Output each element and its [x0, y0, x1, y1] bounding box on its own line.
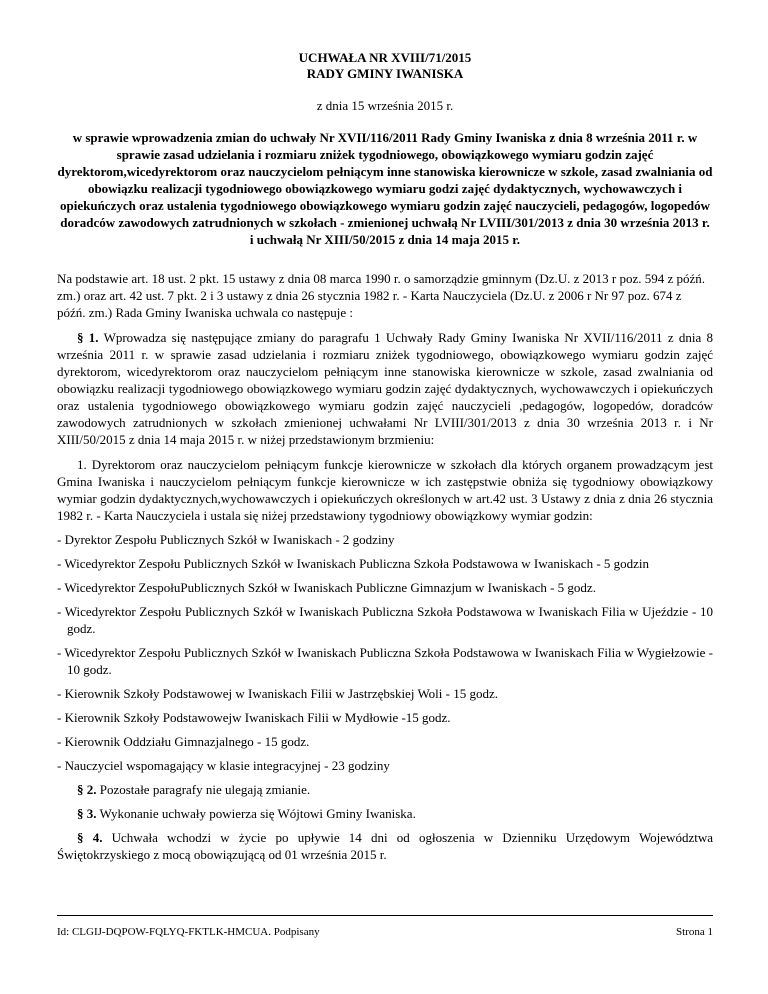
paragraph-4-text: Uchwała wchodzi w życie po upływie 14 dni od ogłoszenia w Dzienniku Urzędowym Województwa Świętokrzyskiego z mocą obowiązującą od 01 września 2015 r.	[57, 830, 713, 862]
paragraph-3-text: Wykonanie uchwały powierza się Wójtowi Gminy Iwaniska.	[96, 806, 416, 821]
title-line-2: RADY GMINY IWANISKA	[306, 66, 464, 81]
paragraph-4	[57, 829, 713, 863]
footer-divider	[57, 915, 713, 916]
paragraph-3	[57, 805, 713, 822]
document-subject: w sprawie wprowadzenia zmian do uchwały Nr XVII/116/2011 Rady Gminy Iwaniska z dnia 8 września 2011 r. w sprawie zasad udzielania i rozmiaru zniżek tygodniowego, obowiązkowego wymiaru godzin zajęć dyrektorom,wicedyrektorom oraz nauczycielom pełniącym inne stanowiska kierownicze w szkole, zasad zwalniania od obowiązku realizacji tygodniowego obowiązkowego wymiaru godzi zajęć dydaktycznych, wychowawczych i opiekuńczych oraz ustalenia tygodniowego obowiązkowego wymiaru godzin zajęć nauczycieli, pedagogów, logopedów doradców zawodowych zatrudnionych w szkołach - zmienionej uchwałą Nr LVIII/301/2013 z dnia 30 września 2013 r. i uchwałą Nr XIII/50/2015 z dnia 14 maja 2015 r.	[57, 130, 713, 247]
paragraph-1-text: Wprowadza się następujące zmiany do paragrafu 1 Uchwały Rady Gminy Iwaniska Nr XVII/116/2011 z dnia 8 września 2011 r. w sprawie zasad udzielania i rozmiaru zniżek tygodniowego, obowiązkowego wymiaru godzin zajęć dyrektorom, wicedyrektorom oraz nauczycielom pełniącym inne stanowiska kierownicze w szkole, zasad zwalniania od obowiązku realizacji tygodniowego obowiązkowego wymiaru godzin zajęć dydaktycznych, wychowawczych i opiekuńczych oraz ustalenia tygodniowego obowiązkowego wymiaru godzin zajęć nauczycieli ,pedagogów, logopedów, doradców zawodowych zatrudnionych w szkołach zmienionej uchwałami Nr LVIII/301/2013 z dnia 30 września 2013 r. i Nr XIII/50/2015 z dnia 14 maja 2015 r. w niżej przedstawionym brzmieniu:	[57, 330, 714, 447]
list-item: - Wicedyrektor Zespołu Publicznych Szkół w Iwaniskach Publiczna Szkoła Podstawowa w Iwaniskach Filia w Ujeździe - 10 godz.	[57, 604, 713, 636]
document-date: z dnia 15 września 2015 r.	[316, 98, 454, 113]
document-title	[57, 50, 713, 82]
paragraph-2-mark: § 2.	[77, 782, 97, 797]
document-page	[57, 50, 713, 863]
list-item: - Nauczyciel wspomagający w klasie integracyjnej - 23 godziny	[57, 758, 390, 773]
paragraph-2	[57, 781, 713, 798]
list-item: - Kierownik Szkoły Podstawowejw Iwaniskach Filii w Mydłowie -15 godz.	[57, 710, 451, 725]
list-item: - Kierownik Szkoły Podstawowej w Iwaniskach Filii w Jastrzębskiej Woli - 15 godz.	[57, 686, 499, 701]
paragraph-3-mark: § 3.	[77, 806, 97, 821]
list-item: - Wicedyrektor Zespołu Publicznych Szkół w Iwaniskach Publiczna Szkoła Podstawowa w Iwaniskach Filia w Wygiełzowie - 10 godz.	[57, 645, 713, 677]
list-item: - Dyrektor Zespołu Publicznych Szkół w Iwaniskach - 2 godziny	[57, 532, 395, 547]
paragraph-4-mark: § 4.	[77, 830, 103, 845]
reduction-list	[57, 531, 713, 774]
document-id: Id: CLGIJ-DQPOW-FQLYQ-FKTLK-HMCUA. Podpisany	[57, 926, 320, 938]
paragraph-1-mark: § 1.	[77, 330, 99, 345]
paragraph-2-text: Pozostałe paragrafy nie ulegają zmianie.	[96, 782, 311, 797]
point-1: 1. Dyrektorom oraz nauczycielom pełniącym funkcje kierownicze w szkołach dla których organem prowadzącym jest Gmina Iwaniska i nauczycielom pełniącym funkcje kierownicze w ich zastępstwie obniża się tygodniowy obowiązkowy wymiar godzin dydaktycznych,wychowawczych i opiekuńczych określonych w art.42 ust. 3 Ustawy z dnia z dnia 26 stycznia 1982 r. - Karta Nauczyciela i ustala się niżej przedstawiony tygodniowy obowiązkowy wymiar godzin:	[57, 457, 713, 523]
paragraph-1	[57, 329, 713, 448]
page-number: Strona 1	[676, 926, 713, 938]
list-item: - Kierownik Oddziału Gimnazjalnego - 15 godz.	[57, 734, 310, 749]
title-line-1: UCHWAŁA NR XVIII/71/2015	[298, 50, 472, 65]
legal-basis-paragraph: Na podstawie art. 18 ust. 2 pkt. 15 ustawy z dnia 08 marca 1990 r. o samorządzie gminnym (Dz.U. z 2013 r poz. 594 z późń. zm.) oraz art. 42 ust. 7 pkt. 2 i 3 ustawy z dnia 26 stycznia 1982 r. - Karta Nauczyciela (Dz.U. z 2006 r Nr 97 poz. 674 z późń. zm.) Rada Gminy Iwaniska uchwala co następuje :	[57, 271, 706, 320]
list-item: - Wicedyrektor Zespołu Publicznych Szkół w Iwaniskach Publiczna Szkoła Podstawowa w Iwaniskach - 5 godzin	[57, 556, 650, 571]
list-item: - Wicedyrektor ZespołuPublicznych Szkół w Iwaniskach Publiczne Gimnazjum w Iwaniskach - 5 godz.	[57, 580, 596, 595]
